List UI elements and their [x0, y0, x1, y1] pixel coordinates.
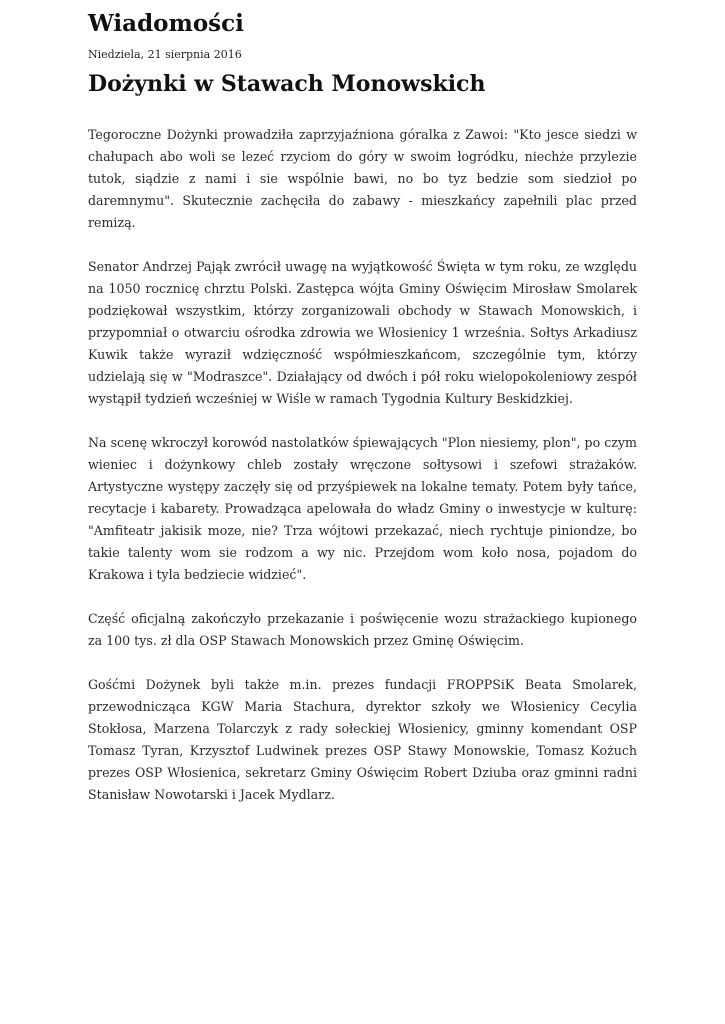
site-title[interactable]: Wiadomości	[88, 10, 244, 37]
post-date: Niedziela, 21 sierpnia 2016	[88, 48, 242, 61]
article-paragraph: Senator Andrzej Pająk zwrócił uwagę na wyjątkowość Święta w tym roku, ze względu na 1050 rocznicę chrztu Polski. Zastępca wójta Gminy Oświęcim Mirosław Smolarek podziękował wszystkim, którzy zorganizowali obchody w Stawach Monowskich, i przypomniał o otwarciu ośrodka zdrowia we Włosienicy 1 września. Sołtys Arkadiusz Kuwik także wyraził wdzięczność współmieszkańcom, szczególnie tym, którzy udzielają się w "Modraszce". Działający od dwóch i pół roku wielopokoleniowy zespół wystąpił tydzień wcześniej w Wiśle w ramach Tygodnia Kultury Beskidzkiej.	[88, 259, 637, 406]
page	[88, 0, 637, 828]
article-paragraph: Na scenę wkroczył korowód nastolatków śpiewających "Plon niesiemy, plon", po czym wieniec i dożynkowy chleb zostały wręczone sołtysowi i szefowi strażaków. Artystyczne występy zaczęły się od przyśpiewek na lokalne tematy. Potem były tańce, recytacje i kabarety. Prowadząca apelowała do władz Gminy o inwestycje w kulturę: "Amfiteatr jakisik moze, nie? Trza wójtowi przekazać, niech rychtuje piniondze, bo takie talenty wom sie rodzom a wy nic. Przejdom wom koło nosa, pojadom do Krakowa i tyla bedziecie widzieć".	[88, 435, 637, 582]
post-title: Dożynki w Stawach Monowskich	[88, 71, 486, 97]
article-paragraph: Część oficjalną zakończyło przekazanie i poświęcenie wozu strażackiego kupionego za 100 tys. zł dla OSP Stawach Monowskich przez Gminę Oświęcim.	[88, 611, 637, 648]
article-body	[88, 124, 637, 806]
article-paragraph: Gośćmi Dożynek byli także m.in. prezes fundacji FROPPSiK Beata Smolarek, przewodnicząca KGW Maria Stachura, dyrektor szkoły we Włosienicy Cecylia Stokłosa, Marzena Tolarczyk z rady sołeckiej Włosienicy, gminny komendant OSP Tomasz Tyran, Krzysztof Ludwinek prezes OSP Stawy Monowskie, Tomasz Kożuch prezes OSP Włosienica, sekretarz Gminy Oświęcim Robert Dziuba oraz gminni radni Stanisław Nowotarski i Jacek Mydlarz.	[88, 677, 637, 802]
article-paragraph: Tegoroczne Dożynki prowadziła zaprzyjaźniona góralka z Zawoi: "Kto jesce siedzi w chałupach abo woli se lezeć rzyciom do góry w swoim łogródku, niechże przylezie tutok, siądzie z nami i sie wspólnie bawi, no bo tyz bedzie som siedzioł po daremnymu". Skutecznie zachęciła do zabawy - mieszkańcy zapełnili plac przed remizą.	[88, 127, 637, 230]
